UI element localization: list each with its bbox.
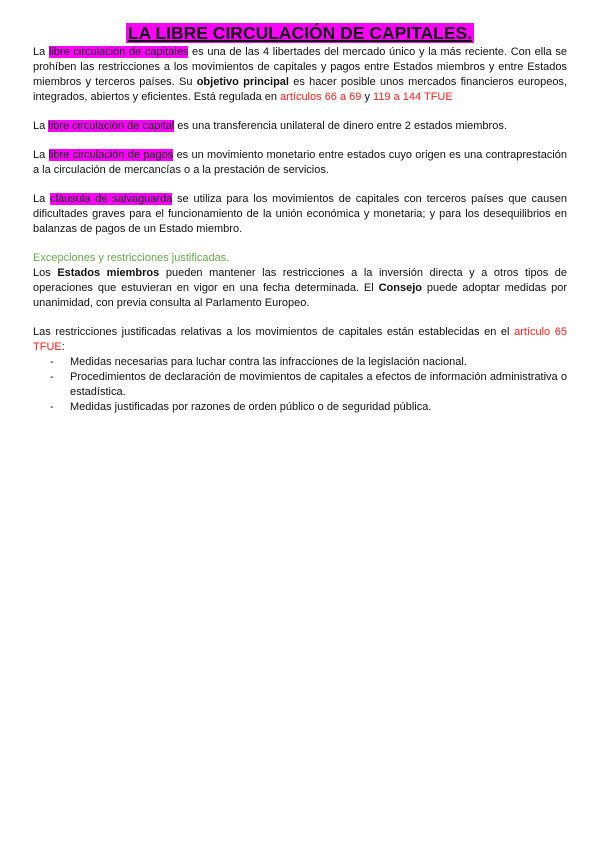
article-reference: artículos 66 a 69 [280, 91, 362, 103]
dash-bullet-icon: - [50, 356, 54, 368]
paragraph-excepciones: Los Estados miembros pueden mantener las restricciones a la inversión directa y a otros tipos de operaciones que estuvieran en vigor en una fecha determinada. El Consejo puede adoptar medidas por unanimidad, con previa consulta al Parlamento Europeo. [33, 267, 568, 309]
page-title: LA LIBRE CIRCULACIÓN DE CAPITALES. [127, 23, 473, 43]
highlight: libre circulación de capital [48, 120, 175, 132]
highlight: cláusula de salvaguarda [50, 193, 173, 205]
section-heading: Excepciones y restricciones justificadas. [33, 252, 230, 264]
document-page [33, 22, 567, 415]
highlight: libre circulación de capitales [48, 46, 189, 58]
paragraph-intro: La libre circulación de capitales es una de las 4 libertades del mercado único y la más reciente. Con ella se prohíben las restricciones a los movimientos de capitales y pagos entre Estados miembros y entre Estados miembros y terceros países. Su objetivo principal es hacer posible unos mercados financieros europeos, integrados, abiertos y eficientes. Está regulada en artículos 66 a 69 y 119 a 144 TFUE [33, 46, 567, 103]
paragraph-salvaguarda: La cláusula de salvaguarda se utiliza para los movimientos de capitales con terceros países que causen dificultades graves para el funcionamiento de la unión económica y monetaria; y para los desequilibrios en balanzas de pagos de un Estado miembro. [33, 193, 567, 235]
article-reference: 119 a 144 TFUE [373, 91, 453, 103]
paragraph-capital: La libre circulación de capital es una transferencia unilateral de dinero entre 2 estados miembros. [33, 120, 507, 132]
dash-bullet-icon: - [50, 401, 54, 413]
restrictions-list [33, 355, 567, 415]
paragraph-restricciones: Las restricciones justificadas relativas a los movimientos de capitales están establecidas en el artículo 65 TFUE: [33, 326, 567, 353]
list-item: - Medidas justificadas por razones de orden público o de seguridad pública. [50, 401, 432, 413]
paragraph-pagos: La libre circulación de pagos es un movimiento monetario entre estados cuyo origen es una contraprestación a la circulación de mercancías o a la prestación de servicios. [33, 149, 567, 176]
list-item: - Medidas necesarias para luchar contra las infracciones de la legislación nacional. [50, 356, 467, 368]
highlight: libre circulación de pagos [48, 149, 174, 161]
article-reference: artículo 65 TFUE [33, 326, 567, 353]
list-item: - Procedimientos de declaración de movimientos de capitales a efectos de información administrativa o estadística. [50, 371, 567, 398]
dash-bullet-icon: - [50, 371, 54, 383]
